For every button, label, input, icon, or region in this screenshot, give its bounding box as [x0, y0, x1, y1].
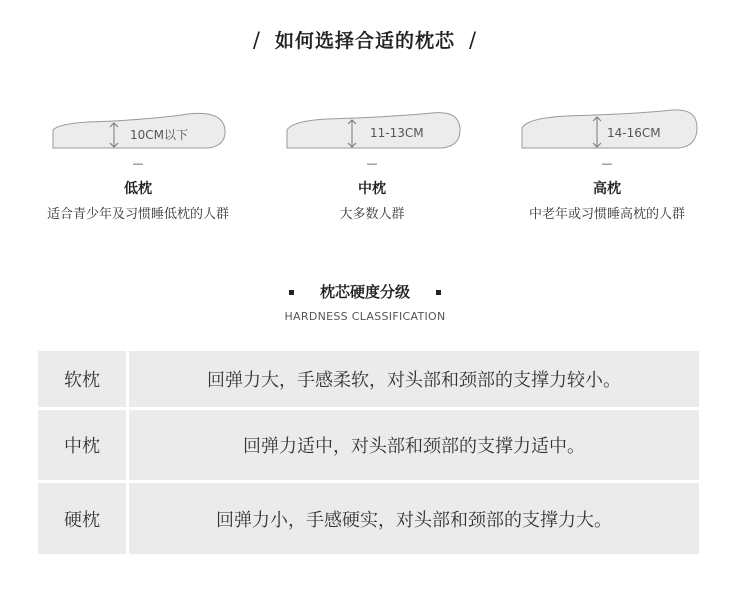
- pillow-low-desc: 适合青少年及习惯睡低枕的人群: [46, 207, 229, 222]
- hardness-type: 中枕: [38, 410, 129, 480]
- hardness-table: [38, 348, 699, 557]
- pillow-high-name: 高枕: [593, 181, 621, 197]
- pillow-high: [487, 108, 727, 228]
- pillow-low-height: 10CM以下: [130, 128, 189, 142]
- table-row: [38, 483, 699, 554]
- pillow-high-desc: 中老年或习惯睡高枕的人群: [528, 207, 685, 222]
- title-slash-right: /: [469, 28, 478, 52]
- hardness-type: 硬枕: [38, 483, 129, 554]
- hardness-desc: 回弹力适中，对头部和颈部的支撑力适中。: [129, 410, 699, 480]
- heading-dot-right-icon: [436, 290, 441, 295]
- heading-dot-left-icon: [289, 290, 294, 295]
- page-title: [0, 26, 730, 53]
- table-row: [38, 410, 699, 480]
- pillow-high-height: 14-16CM: [607, 126, 661, 140]
- pillow-medium-dash: —: [366, 157, 378, 170]
- table-row: [38, 351, 699, 407]
- title-text: 如何选择合适的枕芯: [274, 30, 455, 52]
- pillow-high-dash: —: [601, 157, 613, 170]
- classification-heading: [0, 281, 730, 302]
- hardness-desc: 回弹力大，手感柔软，对头部和颈部的支撑力较小。: [129, 351, 699, 407]
- pillow-low-dash: —: [132, 157, 144, 170]
- classification-subheading: HARDNESS CLASSIFICATION: [284, 310, 446, 323]
- classification-heading-text: 枕芯硬度分级: [319, 283, 410, 301]
- pillow-low: [18, 108, 258, 228]
- pillow-low-name: 低枕: [124, 181, 152, 197]
- hardness-type: 软枕: [38, 351, 129, 407]
- pillow-medium-height: 11-13CM: [370, 126, 424, 140]
- pillow-medium-name: 中枕: [358, 181, 386, 197]
- title-slash-left: /: [252, 28, 261, 52]
- hardness-desc: 回弹力小，手感硬实，对头部和颈部的支撑力大。: [129, 483, 699, 554]
- pillow-medium-desc: 大多数人群: [339, 207, 405, 222]
- pillow-medium: [252, 108, 492, 228]
